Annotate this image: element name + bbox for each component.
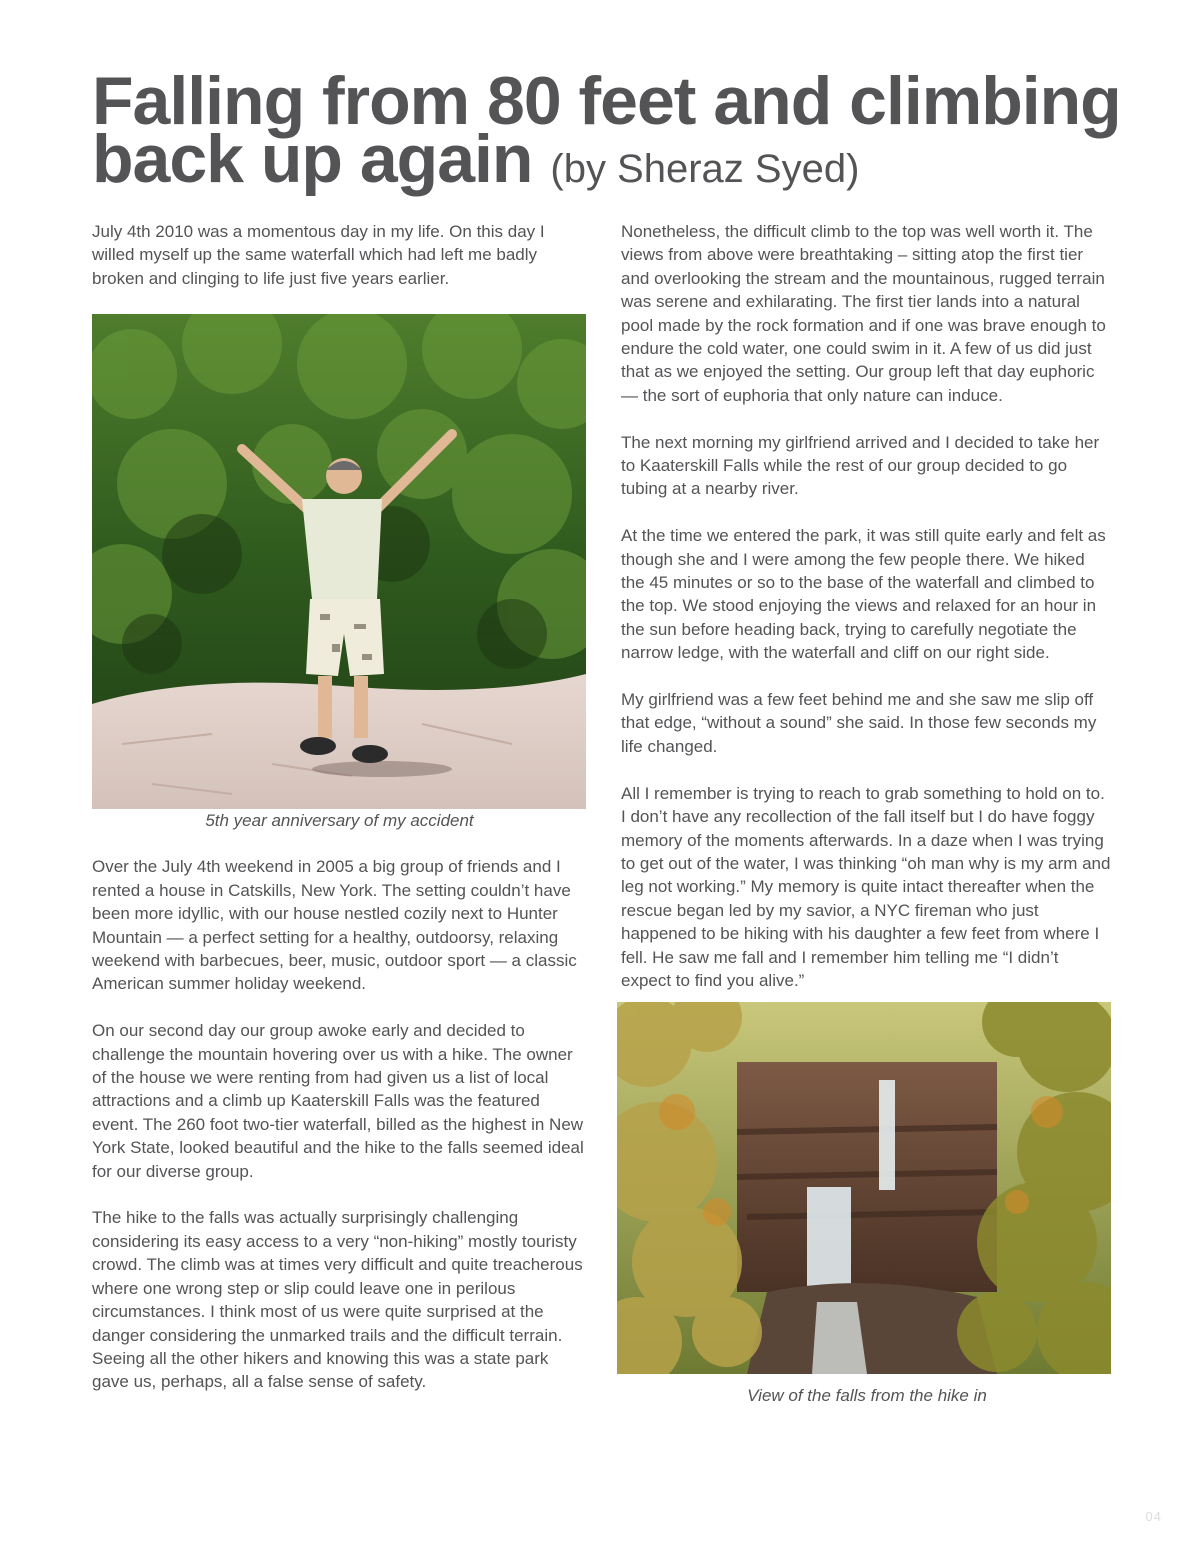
anniversary-photo-caption: 5th year anniversary of my accident [205, 810, 474, 830]
right-paragraph: At the time we entered the park, it was still quite early and felt as though she and I were among the few people there. We hiked the 45 minutes or so to the base of the waterfall and climbed to the top. We stood enjoying the views and relaxed for an hour in the sun before heading back, trying to carefully negotiate the narrow ledge, with the waterfall and cliff on our right side. [621, 526, 1106, 663]
page-number: 04 [1145, 1509, 1162, 1524]
right-paragraph: All I remember is trying to reach to grab something to hold on to. I don’t have any recollection of the fall itself but I do have foggy memory of the moments afterwards. In a daze when I was trying to get out of the water, I was thinking “oh man why is my arm and leg not working.” My memory is quite intact thereafter when the rescue began led by my savior, a NYC fireman who just happened to be hiking with his daughter a few feet from where I fell. He saw me fall and I remember him telling me “I didn’t expect to find you alive.” [621, 783, 1111, 990]
article-byline: (by Sheraz Syed) [550, 147, 860, 191]
article-title-main: Falling from 80 feet and climbing back up again [92, 63, 1121, 197]
left-paragraph: Over the July 4th weekend in 2005 a big group of friends and I rented a house in Catskills, New York. The setting couldn’t have been more idyllic, with our house nestled cozily next to Hunter Mountain — a perfect setting for a healthy, outdoorsy, relaxing weekend with barbecues, beer, music, outdoor sport — a classic American summer holiday weekend. [92, 857, 577, 994]
left-paragraph: On our second day our group awoke early and decided to challenge the mountain hovering over us with a hike. The owner of the house we were renting from had given us a list of local attractions and a climb up Kaaterskill Falls was the featured event. The 260 foot two-tier waterfall, billed as the highest in New York State, looked beautiful and the hike to the falls seemed ideal for our diverse group. [92, 1021, 584, 1181]
left-paragraph: The hike to the falls was actually surprisingly challenging considering its easy access to a very “non-hiking” mostly touristy crowd. The climb was at times very difficult and quite treacherous where one wrong step or slip could leave one in perilous circumstances. I think most of us were quite surprised at the danger considering the unmarked trails and the difficult terrain. Seeing all the other hikers and knowing this was a state park gave us, perhaps, all a false sense of safety. [92, 1208, 583, 1392]
anniversary-photo [92, 314, 586, 809]
right-column [621, 220, 1113, 1431]
right-paragraph: Nonetheless, the difficult climb to the top was well worth it. The views from above were breathtaking – sitting atop the first tier and overlooking the stream and the mountainous, rugged terrain was serene and exhilarating. The first tier lands into a natural pool made by the rock formation and if one was brave enough to endure the cold water, one could swim in it. A few of us did just that as we enjoyed the setting. Our group left that day euphoric — the sort of euphoria that only nature can induce. [621, 222, 1106, 405]
waterfall-photo [617, 1002, 1111, 1374]
right-paragraph: My girlfriend was a few feet behind me and she saw me slip off that edge, “without a sound” she said. In those few seconds my life changed. [621, 690, 1097, 756]
intro-paragraph: July 4th 2010 was a momentous day in my life. On this day I willed myself up the same waterfall which had left me badly broken and clinging to life just five years earlier. [92, 222, 545, 288]
right-paragraph: The next morning my girlfriend arrived and I decided to take her to Kaaterskill Falls while the rest of our group decided to go tubing at a nearby river. [621, 432, 1100, 499]
left-column [92, 220, 587, 1417]
article-title [92, 63, 1172, 198]
waterfall-photo-caption: View of the falls from the hike in [747, 1386, 987, 1406]
